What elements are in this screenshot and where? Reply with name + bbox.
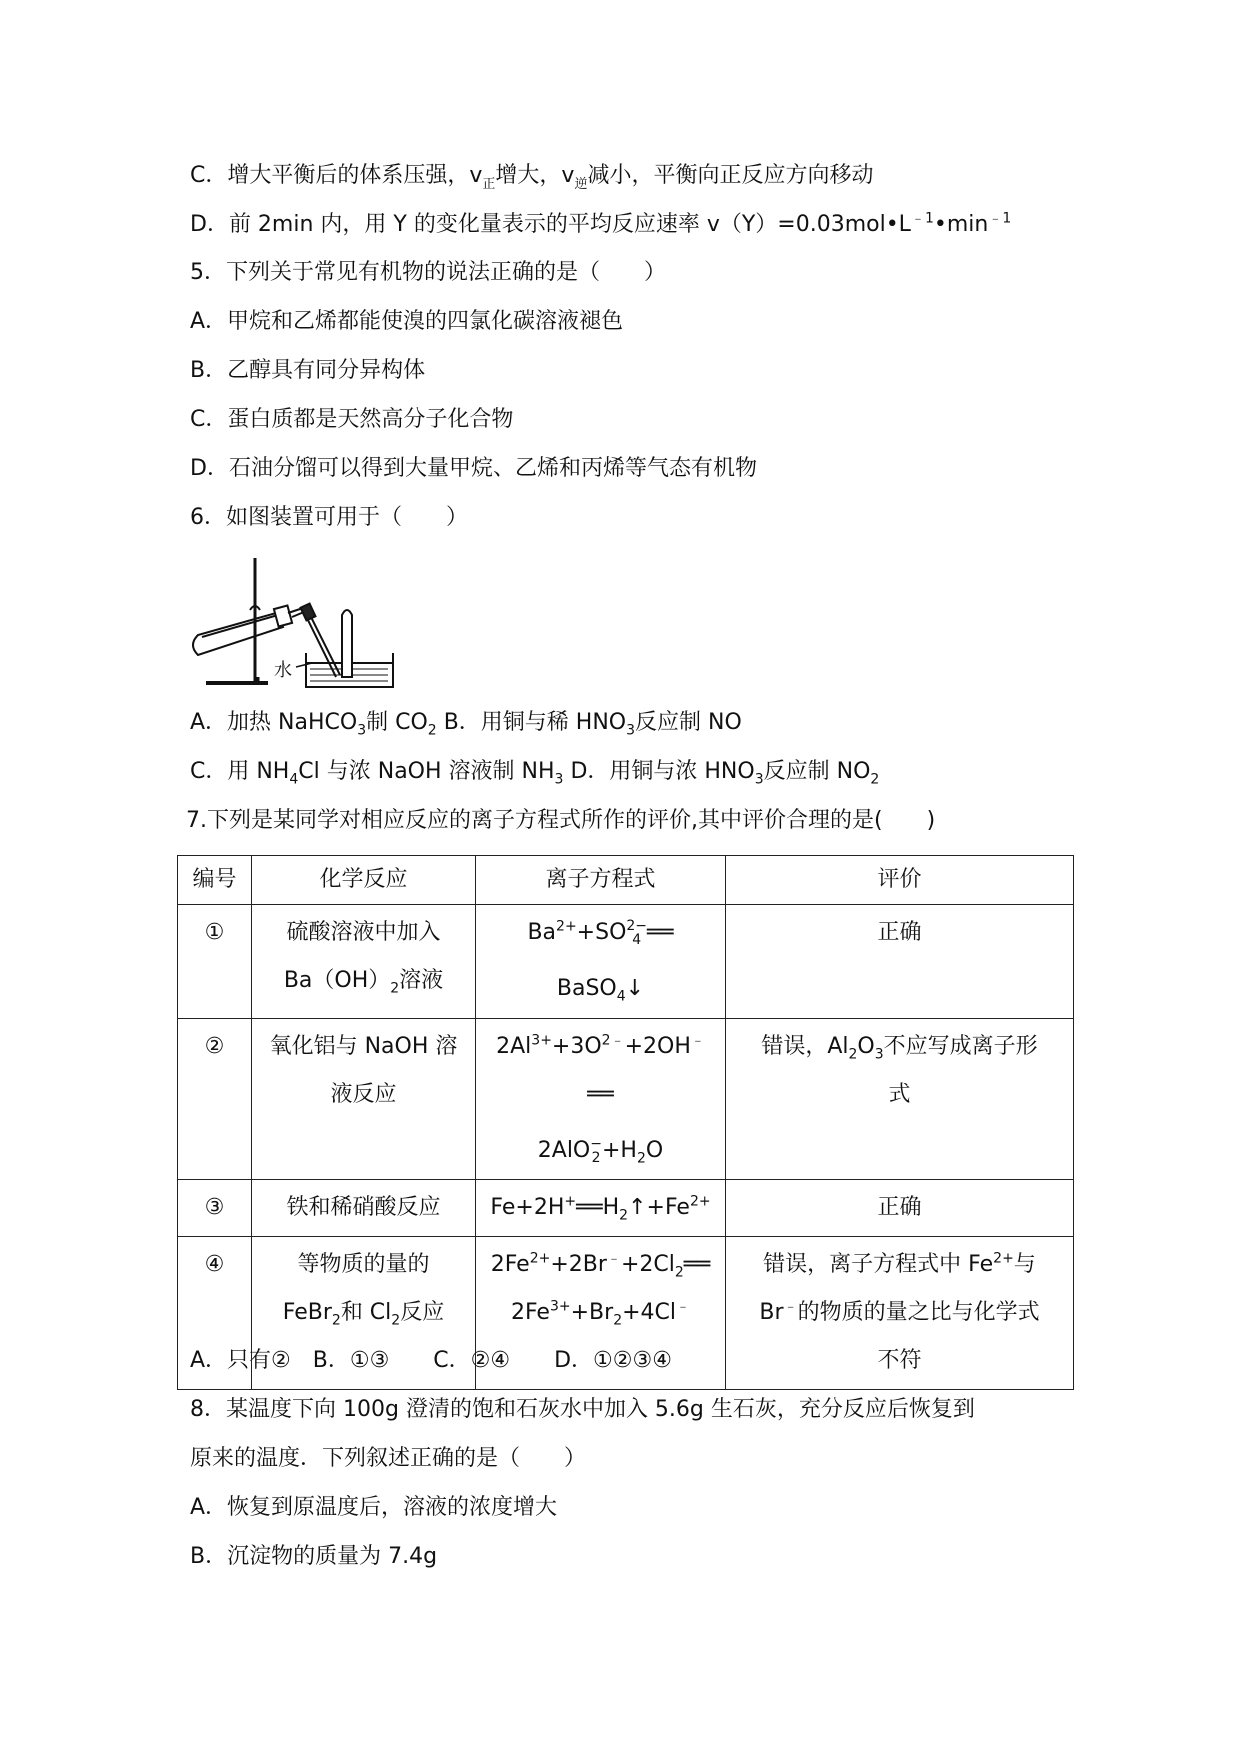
table-row	[178, 905, 1074, 1019]
q8-option-a: A．恢复到原温度后，溶液的浓度增大	[190, 1495, 558, 1520]
gas-collection-apparatus-figure	[188, 555, 402, 693]
row-evaluation: 正确	[726, 1180, 1074, 1237]
row-number: ②	[178, 1019, 252, 1180]
ionic-equation-evaluation-table	[177, 855, 1074, 1390]
row-reaction: 硫酸溶液中加入 $Ba(OH)_2$溶液	[252, 905, 476, 1019]
q8-stem-line1: 8．某温度下向 100g 澄清的饱和石灰水中加入 5.6g 生石灰，充分反应后恢复到	[190, 1397, 975, 1422]
q8-option-b: B．沉淀物的质量为 7.4g	[190, 1544, 438, 1569]
table-row	[178, 1180, 1074, 1237]
q5-option-a: A．甲烷和乙烯都能使溴的四氯化碳溶液褪色	[190, 309, 624, 334]
q8-stem-line2: 原来的温度．下列叙述正确的是（ ）	[190, 1446, 587, 1471]
q6-options-cd: C．用 $NH_4Cl$ 与浓 NaOH 溶液制 $NH_3$ D．用铜与浓 $HNO_3$反应制 $NO_2$	[190, 759, 880, 788]
header-number: 编号	[178, 856, 252, 905]
q4-option-d: D．前 2min 内，用 Y 的变化量表示的平均反应速率 $v(Y)=0.03mol•L^{﹣1}•\min^{﹣1}$	[190, 210, 1012, 237]
row-ionic-equation: $2Fe^{2+}+2Br^﹣+2Cl_2══$ $2Fe^{3+}+Br_2+4Cl^﹣$	[476, 1237, 726, 1390]
row-number: ④	[178, 1237, 252, 1390]
row-ionic-equation: $Ba^{2+}+SO2-$ 4 ══ BaSO$_4$↓	[476, 905, 726, 1019]
row-reaction: 铁和稀硝酸反应	[252, 1180, 476, 1237]
row-ionic-equation: $Fe+2H^+══H_2↑+Fe^{2+}$	[476, 1180, 726, 1237]
q6-options-ab: A．加热 NaHCO$_3$制 $CO_2$ B．用铜与稀 $HNO_3$反应制 NO	[190, 710, 742, 739]
row-number: ①	[178, 905, 252, 1019]
row-evaluation: 错误，离子方程式中 $Fe^{2+}$与 Br﹣的物质的量之比与化学式 不符	[726, 1237, 1074, 1390]
row-reaction: 等物质的量的 FeBr$_2$和 $Cl_2$反应	[252, 1237, 476, 1390]
q5-option-c: C．蛋白质都是天然高分子化合物	[190, 407, 514, 432]
row-reaction: 氧化铝与 NaOH 溶 液反应	[252, 1019, 476, 1180]
water-label: 水	[274, 660, 292, 681]
q5-option-b: B．乙醇具有同分异构体	[190, 358, 426, 383]
header-evaluation: 评价	[726, 856, 1074, 905]
q7-stem: 7.下列是某同学对相应反应的离子方程式所作的评价,其中评价合理的是( )	[186, 808, 936, 833]
row-ionic-equation: $2Al^{3+}+3O^{2﹣}+2OH^﹣══$ 2AlO− $2+H_2O$	[476, 1019, 726, 1180]
table-row	[178, 1019, 1074, 1180]
q6-stem: 6．如图装置可用于（ ）	[190, 505, 468, 530]
q4-option-c: C．增大平衡后的体系压强，$v_正$增大，$v_逆$减小，平衡向正反应方向移动	[190, 163, 874, 192]
table-header-row	[178, 856, 1074, 905]
row-evaluation: 正确	[726, 905, 1074, 1019]
row-evaluation: 错误，$Al_2O_3$不应写成离子形 式	[726, 1019, 1074, 1180]
q5-option-d: D．石油分馏可以得到大量甲烷、乙烯和丙烯等气态有机物	[190, 456, 757, 481]
row-number: ③	[178, 1180, 252, 1237]
q5-stem: 5．下列关于常见有机物的说法正确的是（ ）	[190, 260, 666, 285]
q7-answers: A．只有② B．①③ C．②④ D．①②③④	[190, 1348, 672, 1373]
header-reaction: 化学反应	[252, 856, 476, 905]
header-ionic-equation: 离子方程式	[476, 856, 726, 905]
